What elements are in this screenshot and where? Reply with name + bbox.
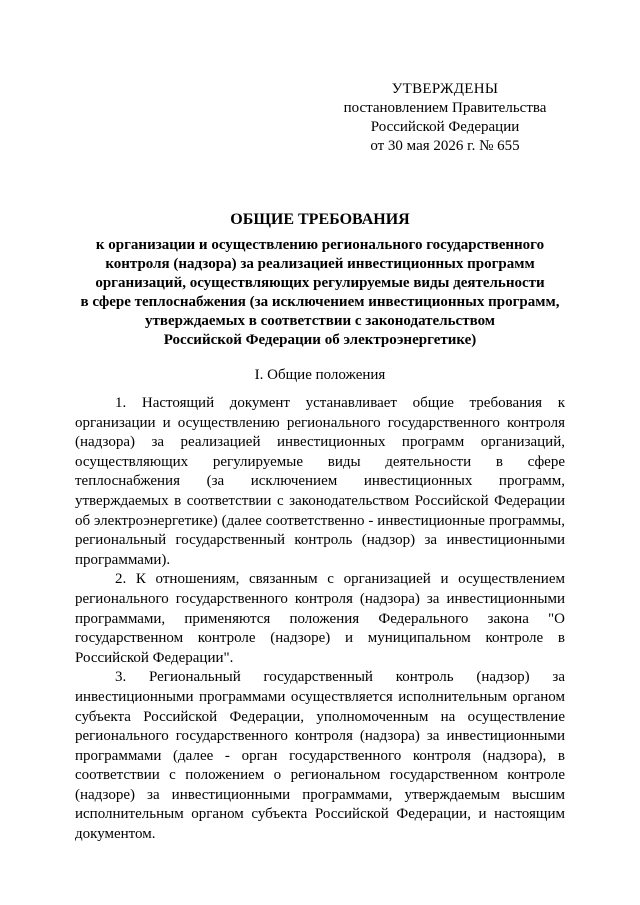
approval-line-1: постановлением Правительства: [343, 100, 547, 116]
paragraph-3: 3. Региональный государственный контроль (надзор) за инвестиционными программами осуществляется исполнительным органом субъекта Российской Федерации, уполномоченным на осуществление регионального государственного контроля (надзора) за инвестиционными программами (далее - орган государственного контроля (надзора), в соответствии с положением о региональном государственном контроле (надзоре) за инвестиционными программами, утверждаемым высшим исполнительным органом субъекта Российской Федерации, и настоящим документом.: [75, 669, 565, 843]
approval-block: [330, 80, 560, 156]
subtitle-line-2: контроля (надзора) за реализацией инвестиционных программ: [105, 256, 535, 272]
subtitle-line-3: организаций, осуществляющих регулируемые виды деятельности: [95, 275, 545, 291]
approval-heading: УТВЕРЖДЕНЫ: [391, 81, 499, 97]
section-heading: I. Общие положения: [254, 367, 386, 383]
paragraph-1: 1. Настоящий документ устанавливает общие требования к организации и осуществлению регионального государственного контроля (надзора) за реализацией инвестиционных программ организаций, осуществляющих регулируемые виды деятельности в сфере теплоснабжения (за исключением инвестиционных программ, утверждаемых в соответствии с законодательством Российской Федерации об электроэнергетике) (далее соответственно - инвестиционные программы, региональный государственный контроль (надзор) за инвестиционными программами).: [75, 395, 565, 568]
approval-line-2: Российской Федерации: [370, 119, 520, 135]
subtitle-line-6: Российской Федерации об электроэнергетике): [163, 332, 477, 348]
title-block: [60, 210, 580, 350]
document-title: ОБЩИЕ ТРЕБОВАНИЯ: [230, 211, 410, 228]
document-subtitle: [60, 236, 580, 350]
approval-date-number: от 30 мая 2026 г. № 655: [370, 138, 520, 154]
document-body: [75, 394, 565, 845]
paragraph-2: 2. К отношениям, связанным с организацией и осуществлением регионального государственного контроля (надзора) за инвестиционными программами, применяются положения Федерального закона "О государственном контроле (надзоре) и муниципальном контроле в Российской Федерации".: [75, 571, 565, 666]
subtitle-line-4: в сфере теплоснабжения (за исключением инвестиционных программ,: [80, 294, 560, 310]
subtitle-line-5: утверждаемых в соответствии с законодательством: [144, 313, 496, 329]
subtitle-line-1: к организации и осуществлению регионального государственного: [95, 237, 545, 253]
